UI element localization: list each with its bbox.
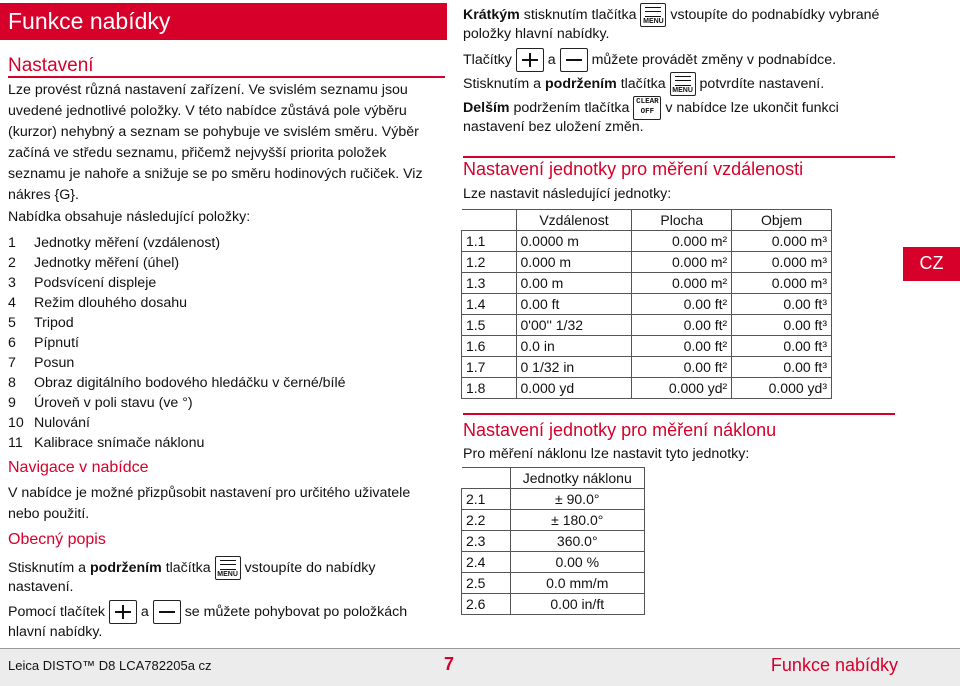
text: stisknutím tlačítka	[519, 6, 637, 23]
area-cell: 0.00 ft²	[632, 336, 732, 357]
item-number: 8	[8, 375, 16, 391]
distance-units-table	[461, 209, 832, 399]
item-number: 2	[8, 255, 16, 271]
column-header: Jednotky náklonu	[510, 468, 645, 489]
table-row	[462, 594, 645, 615]
item-number: 10	[8, 415, 24, 431]
menu-icon-label: MENU	[672, 87, 693, 94]
distance-cell: 0.0 in	[516, 336, 632, 357]
item-label: Posun	[34, 355, 75, 371]
language-tab-label: CZ	[919, 253, 944, 273]
row-id: 2.5	[462, 573, 511, 594]
table-row	[462, 573, 645, 594]
footer-chapter: Funkce nabídky	[770, 655, 898, 675]
area-cell: 0.00 ft²	[632, 315, 732, 336]
item-number: 1	[8, 235, 16, 251]
item-number: 5	[8, 315, 16, 331]
tilt-title-rule	[463, 413, 895, 415]
general-p1-cont: nastavení.	[8, 579, 74, 595]
item-number: 7	[8, 355, 16, 371]
tilt-unit-cell: 0.00 in/ft	[510, 594, 645, 615]
minus-button-icon	[560, 48, 588, 72]
nav-text: V nabídce je možné přizpůsobit nastavení pro určitého uživatele nebo použití.	[8, 485, 411, 522]
area-cell: 0.000 m²	[632, 273, 732, 294]
table-header-row	[462, 210, 832, 231]
table-row	[462, 357, 832, 378]
page-banner	[0, 3, 447, 40]
text: tlačítka	[616, 75, 666, 92]
right-p4-cont: nastavení bez uložení změn.	[463, 119, 644, 135]
row-id: 1.4	[462, 294, 517, 315]
list-item	[8, 373, 346, 393]
row-id: 1.7	[462, 357, 517, 378]
table-row	[462, 489, 645, 510]
tilt-unit-cell: ± 180.0°	[510, 510, 645, 531]
clear-icon-label: CLEAR	[636, 98, 659, 106]
table-row	[462, 231, 832, 252]
row-id: 2.1	[462, 489, 511, 510]
off-icon-label: OFF	[640, 108, 655, 116]
table-row	[462, 510, 645, 531]
tilt-unit-cell: 0.0 mm/m	[510, 573, 645, 594]
text: Tlačítky	[463, 51, 512, 68]
text: podržením tlačítka	[509, 99, 630, 116]
item-label: Tripod	[34, 315, 74, 331]
menu-button-icon	[670, 72, 696, 96]
plus-button-icon	[516, 48, 544, 72]
text-bold: Delším	[463, 99, 510, 116]
page-number: 7	[444, 654, 455, 674]
distance-cell: 0.00 ft	[516, 294, 632, 315]
volume-cell: 0.000 yd³	[732, 378, 832, 399]
banner-title: Funkce nabídky	[8, 8, 171, 34]
list-item	[8, 413, 346, 433]
row-id: 1.6	[462, 336, 517, 357]
menu-icon-label: MENU	[643, 18, 664, 25]
text: můžete provádět změny v podnabídce.	[591, 51, 837, 68]
text-bold: podržením	[90, 559, 162, 576]
list-item	[8, 333, 346, 353]
text: v nabídce lze ukončit funkci	[665, 99, 839, 116]
footer-doc-id: Leica DISTO™ D8 LCA782205a cz	[8, 658, 212, 673]
text: a	[140, 603, 149, 620]
volume-cell: 0.00 ft³	[732, 315, 832, 336]
tilt-intro: Pro měření náklonu lze nastavit tyto jednotky:	[463, 446, 750, 462]
item-label: Úroveň v poli stavu (ve °)	[34, 395, 193, 411]
text: a	[547, 51, 556, 68]
table-row	[462, 252, 832, 273]
area-cell: 0.000 yd²	[632, 378, 732, 399]
text: se můžete pohybovat po položkách	[184, 603, 408, 620]
column-header: Plocha	[632, 210, 732, 231]
list-item	[8, 393, 346, 413]
list-item	[8, 353, 346, 373]
text: Pomocí tlačítek	[8, 603, 105, 620]
list-item	[8, 293, 346, 313]
area-cell: 0.000 m²	[632, 231, 732, 252]
item-label: Podsvícení displeje	[34, 275, 157, 291]
table-row	[462, 336, 832, 357]
table-header-row	[462, 468, 645, 489]
table-row	[462, 552, 645, 573]
section-rule	[8, 76, 445, 78]
row-id: 2.2	[462, 510, 511, 531]
tilt-units-table	[461, 467, 645, 615]
volume-cell: 0.000 m³	[732, 252, 832, 273]
list-item	[8, 233, 346, 253]
volume-cell: 0.000 m³	[732, 273, 832, 294]
item-label: Režim dlouhého dosahu	[34, 295, 188, 311]
area-cell: 0.00 ft²	[632, 357, 732, 378]
general-title: Obecný popis	[8, 531, 106, 548]
table-row	[462, 531, 645, 552]
row-id: 2.4	[462, 552, 511, 573]
tilt-unit-cell: 0.00 %	[510, 552, 645, 573]
volume-cell: 0.00 ft³	[732, 357, 832, 378]
column-header: Objem	[732, 210, 832, 231]
table-row	[462, 273, 832, 294]
text: potvrdíte nastavení.	[699, 75, 825, 92]
volume-cell: 0.00 ft³	[732, 294, 832, 315]
list-item	[8, 313, 346, 333]
nav-title: Navigace v nabídce	[8, 459, 149, 476]
list-intro: Nabídka obsahuje následující položky:	[8, 209, 251, 225]
text-bold: Krátkým	[463, 6, 520, 23]
menu-icon-label: MENU	[217, 571, 238, 578]
volume-cell: 0.00 ft³	[732, 336, 832, 357]
table-row	[462, 315, 832, 336]
row-id: 1.5	[462, 315, 517, 336]
tilt-unit-cell: 360.0°	[510, 531, 645, 552]
row-id: 1.8	[462, 378, 517, 399]
item-label: Kalibrace snímače náklonu	[34, 435, 205, 451]
list-item	[8, 253, 346, 273]
text: vstoupíte do nabídky	[244, 559, 376, 576]
area-cell: 0.00 ft²	[632, 294, 732, 315]
distance-cell: 0.0000 m	[516, 231, 632, 252]
area-cell: 0.000 m²	[632, 252, 732, 273]
row-id: 2.3	[462, 531, 511, 552]
minus-button-icon	[153, 600, 181, 624]
menu-button-icon	[640, 3, 666, 27]
dist-title-rule	[463, 156, 895, 158]
distance-cell: 0'00'' 1/32	[516, 315, 632, 336]
right-p3	[463, 72, 824, 96]
item-number: 6	[8, 335, 16, 351]
text: tlačítka	[161, 559, 211, 576]
table-corner	[462, 468, 511, 489]
right-p1-cont: položky hlavní nabídky.	[463, 26, 610, 42]
item-label: Jednotky měření (vzdálenost)	[34, 235, 221, 251]
volume-cell: 0.000 m³	[732, 231, 832, 252]
item-label: Jednotky měření (úhel)	[34, 255, 180, 271]
list-item	[8, 273, 346, 293]
section-title: Nastavení	[8, 55, 94, 76]
text: vstoupíte do podnabídky vybrané	[670, 6, 880, 23]
text-bold: podržením	[545, 75, 617, 92]
item-number: 4	[8, 295, 16, 311]
item-label: Nulování	[34, 415, 90, 431]
page-footer	[0, 648, 960, 686]
table-row	[462, 378, 832, 399]
item-number: 3	[8, 275, 16, 291]
text: Stisknutím a	[8, 559, 91, 576]
list-item	[8, 433, 346, 453]
intro-paragraph: Lze provést různá nastavení zařízení. Ve svislém seznamu jsou uvedené jednotlivé položky. V této nabídce zůstává pole výběru (kurzor) nehybný a seznam se pohybuje ve svislém směru. Výběr začíná ve středu seznamu, přičemž nejvyšší priorita položek seznamu je nahoře a snižuje se po směru hodinových ručiček. Viz nákres {G}.	[8, 82, 423, 203]
row-id: 1.2	[462, 252, 517, 273]
dist-intro: Lze nastavit následující jednotky:	[463, 186, 672, 202]
item-number: 9	[8, 395, 16, 411]
row-id: 2.6	[462, 594, 511, 615]
item-label: Obraz digitálního bodového hledáčku v černé/bílé	[34, 375, 346, 391]
right-p2	[463, 48, 836, 72]
column-header: Vzdálenost	[516, 210, 632, 231]
tilt-title: Nastavení jednotky pro měření náklonu	[463, 420, 777, 440]
menu-button-icon	[215, 556, 241, 580]
distance-cell: 0.000 yd	[516, 378, 632, 399]
item-number: 11	[8, 435, 23, 451]
row-id: 1.3	[462, 273, 517, 294]
table-row	[462, 294, 832, 315]
table-corner	[462, 210, 517, 231]
distance-cell: 0.00 m	[516, 273, 632, 294]
distance-cell: 0 1/32 in	[516, 357, 632, 378]
tilt-unit-cell: ± 90.0°	[510, 489, 645, 510]
dist-title: Nastavení jednotky pro měření vzdálenosti	[463, 159, 804, 179]
text: Stisknutím a	[463, 75, 546, 92]
menu-items-list	[8, 233, 346, 453]
row-id: 1.1	[462, 231, 517, 252]
plus-button-icon	[109, 600, 137, 624]
item-label: Pípnutí	[34, 335, 79, 351]
language-tab	[903, 247, 960, 281]
distance-cell: 0.000 m	[516, 252, 632, 273]
general-p2	[8, 600, 407, 624]
general-p2-cont: hlavní nabídky.	[8, 624, 103, 640]
